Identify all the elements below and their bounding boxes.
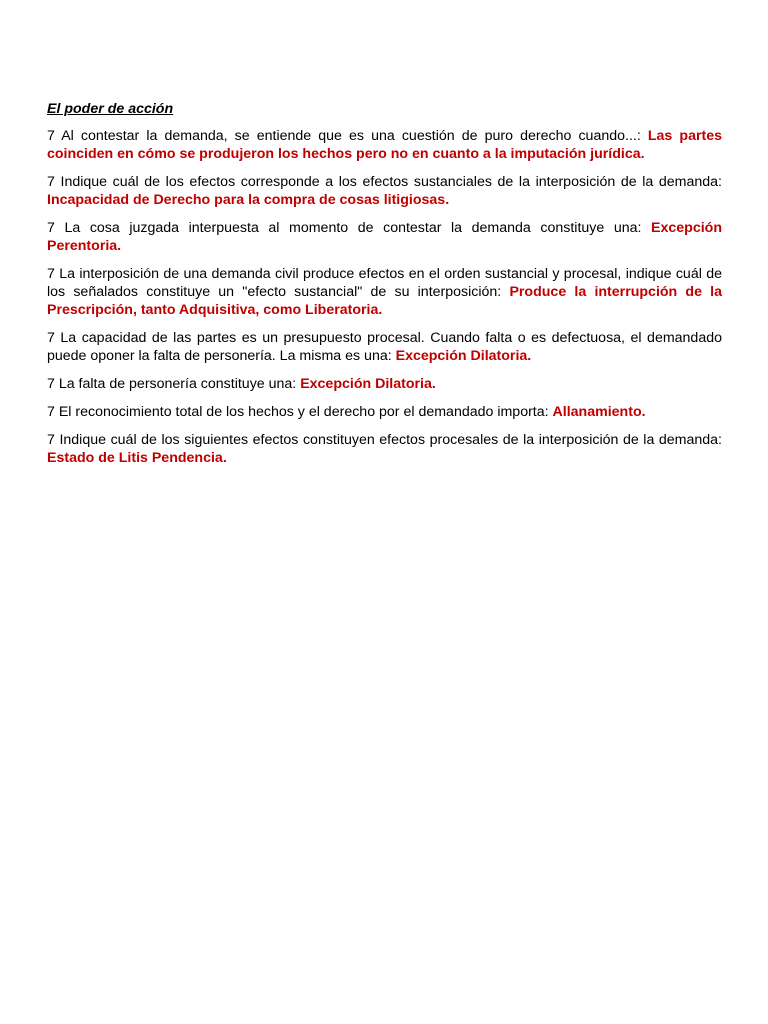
answer-text: Produce la interrupción de la Prescripción, tanto Adquisitiva, como Liberatoria. (47, 284, 723, 318)
question-item (47, 127, 722, 163)
question-text: 7 Indique cuál de los efectos corresponde a los efectos sustanciales de la interposición de la demanda: (47, 174, 722, 190)
question-item (47, 431, 722, 467)
section-heading: El poder de acción (47, 101, 174, 117)
question-text: 7 La cosa juzgada interpuesta al momento de contestar la demanda constituye una: (47, 220, 652, 236)
question-item (47, 173, 722, 209)
question-text: 7 Al contestar la demanda, se entiende que es una cuestión de puro derecho cuando...: (47, 128, 648, 144)
question-item (47, 219, 722, 255)
question-text: 7 La falta de personería constituye una: (47, 376, 301, 392)
answer-text: Las partes coinciden en cómo se produjeron los hechos pero no en cuanto a la imputación jurídica. (47, 128, 722, 162)
document-page (47, 100, 722, 477)
answer-text: Excepción Dilatoria. (300, 376, 436, 392)
question-text: 7 El reconocimiento total de los hechos y el derecho por el demandado importa: (47, 404, 553, 420)
answer-text: Excepción Perentoria. (47, 220, 722, 254)
answer-text: Excepción Dilatoria. (395, 348, 532, 364)
question-text: 7 La capacidad de las partes es un presupuesto procesal. Cuando falta o es defectuosa, el demandado puede oponer la falta de personería. La misma es una: (47, 330, 722, 364)
question-item (47, 375, 722, 393)
answer-text: Incapacidad de Derecho para la compra de cosas litigiosas. (47, 192, 450, 208)
answer-text: Allanamiento. (552, 404, 646, 420)
answer-text: Estado de Litis Pendencia. (47, 450, 227, 466)
question-item (47, 265, 722, 319)
question-text: 7 Indique cuál de los siguientes efectos constituyen efectos procesales de la interposición de la demanda: (47, 432, 722, 448)
question-item (47, 403, 722, 421)
question-item (47, 329, 722, 365)
question-text: 7 La interposición de una demanda civil produce efectos en el orden sustancial y procesal, indique cuál de los señalados constituye un "efecto sustancial" de su interposición: (47, 266, 722, 300)
